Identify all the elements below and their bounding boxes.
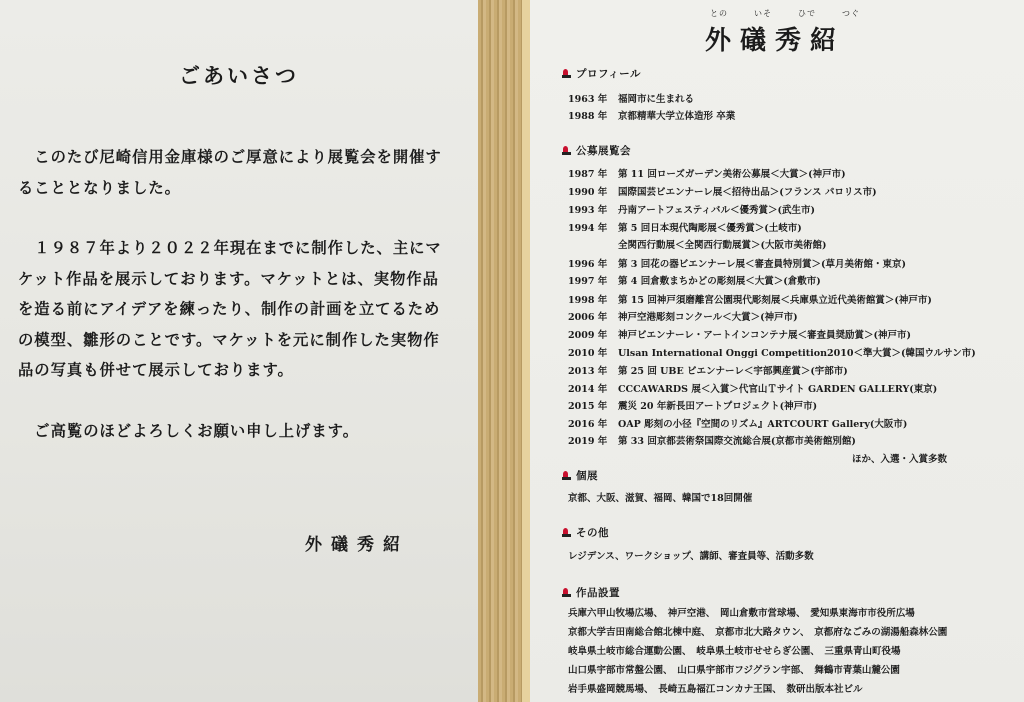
entry-text: 第 33 回京都芸術祭国際交流総合展(京都市美術館別館) (618, 436, 856, 447)
exhibition-row (568, 202, 815, 216)
exhibition-row (568, 273, 821, 287)
entry-text: 第 25 回 UBE ビエンナーレ＜宇部興産賞＞(宇部市) (618, 366, 848, 377)
year: 2019 年 (568, 436, 608, 447)
year: 2013 年 (568, 366, 608, 377)
exhibition-row (568, 220, 802, 234)
ruby-text: ひで (798, 9, 816, 18)
entry-text: 神戸ビエンナーレ・アートインコンテナ展＜審査員奨励賞＞(神戸市) (618, 330, 912, 341)
year: 1963 年 (568, 94, 608, 105)
profile-panel (530, 0, 1024, 702)
section-label: 作品設置 (576, 587, 620, 599)
entry-text: 震災 20 年新長田アートプロジェクト(神戸市) (618, 401, 818, 412)
exhibition-row (568, 381, 937, 395)
exhibition-row (568, 237, 827, 251)
entry-text: 第 3 回花の器ビエンナーレ展＜審査員特別賞＞(草月美術館・東京) (618, 259, 907, 270)
greeting-signature: 外礒秀紹 (305, 535, 409, 555)
year: 1994 年 (568, 223, 608, 234)
exhibition-row (568, 166, 846, 180)
ruby-text: との (710, 9, 728, 18)
artist-name: 外礒秀紹 (705, 26, 846, 56)
wood-divider (478, 0, 530, 702)
flame-bullet-icon (562, 588, 571, 597)
exhibition-note: ほか、入選・入賞多数 (852, 454, 948, 465)
exhibition-row (568, 363, 848, 377)
greeting-panel (0, 0, 478, 702)
entry-text: 第 5 回日本現代陶彫展＜優秀賞＞(土岐市) (618, 223, 802, 234)
exhibition-row (568, 433, 856, 447)
year: 1990 年 (568, 187, 608, 198)
year: 2010 年 (568, 348, 608, 359)
flame-bullet-icon (562, 528, 571, 537)
year: 1987 年 (568, 169, 608, 180)
exhibition-row (568, 327, 911, 341)
year: 1996 年 (568, 259, 608, 270)
entry-text: OAP 彫刻の小径『空間のリズム』ARTCOURT Gallery(大阪市) (618, 419, 908, 430)
solo-text: 京都、大阪、滋賀、福岡、韓国で18回開催 (568, 493, 753, 504)
entry-text: Ulsan International Onggi Competition2010＜準大賞＞(韓国ウルサン市) (618, 348, 976, 359)
section-profile (562, 66, 641, 81)
entry-text: 神戸空港彫刻コンクール＜大賞＞(神戸市) (618, 312, 798, 323)
section-exhibitions (562, 143, 631, 158)
flame-bullet-icon (562, 146, 571, 155)
entry-text: 福岡市に生まれる (618, 94, 695, 105)
flame-bullet-icon (562, 69, 571, 78)
other-text: レジデンス、ワークショップ、講師、審査員等、活動多数 (568, 551, 814, 562)
entry-text: 京都精華大学立体造形 卒業 (618, 111, 736, 122)
year: 2015 年 (568, 401, 608, 412)
exhibition-row (568, 256, 906, 270)
entry-text: 第 11 回ローズガーデン美術公募展＜大賞＞(神戸市) (618, 169, 846, 180)
section-solo (562, 468, 598, 483)
year: 2006 年 (568, 312, 608, 323)
greeting-paragraph: このたび尼崎信用金庫様のご厚意により展覧会を開催することとなりました。 (18, 148, 442, 197)
section-label: その他 (576, 527, 609, 539)
profile-row (568, 108, 735, 122)
installation-line: 山口県宇部市常盤公園、 山口県宇部市フジグラン宇部、 舞鶴市青葉山麓公園 (568, 665, 900, 676)
greeting-body (18, 142, 442, 446)
entry-text: 第 15 回神戸須磨離宮公園現代彫刻展＜兵庫県立近代美術館賞＞(神戸市) (618, 295, 932, 306)
year: 1998 年 (568, 295, 608, 306)
section-installations (562, 585, 620, 600)
greeting-paragraph: １９８７年より２０２２年現在までに制作した、主にマケット作品を展示しております。マケットとは、実物作品を造る前にアイデアを練ったり、制作の計画を立てるための模型、雛形のことです。マケットを元に制作した実物作品の写真も併せて展示しております。 (18, 239, 442, 379)
greeting-paragraph: ご高覧のほどよろしくお願い申し上げます。 (18, 421, 360, 440)
flame-bullet-icon (562, 471, 571, 480)
section-label: 個展 (576, 470, 598, 482)
year: 2009 年 (568, 330, 608, 341)
exhibition-row (568, 309, 798, 323)
greeting-title: ごあいさつ (179, 63, 299, 88)
year: 1988 年 (568, 111, 608, 122)
year: 1997 年 (568, 276, 608, 287)
name-ruby (710, 8, 860, 19)
exhibition-row (568, 416, 907, 430)
installation-line: 京都大学吉田南総合館北棟中庭、 京都市北大路タウン、 京都府なごみの湖湯船森林公園 (568, 627, 948, 638)
exhibition-row (568, 345, 976, 359)
exhibition-row (568, 398, 817, 412)
year: 1993 年 (568, 205, 608, 216)
section-label: プロフィール (576, 68, 641, 80)
entry-text: CCCAWARDS 展＜入賞＞代官山Ｔサイト GARDEN GALLERY(東京) (618, 384, 938, 395)
exhibition-row (568, 292, 932, 306)
installation-line: 岩手県盛岡競馬場、 長崎五島福江コンカナ王国、 数研出版本社ビル (568, 684, 863, 695)
profile-row (568, 91, 694, 105)
installation-line: 兵庫六甲山牧場広場、 神戸空港、 岡山倉敷市営球場、 愛知県東海市市役所広場 (568, 608, 915, 619)
exhibition-row (568, 184, 877, 198)
entry-text: 丹南アートフェスティバル＜優秀賞＞(武生市) (618, 205, 815, 216)
ruby-text: いそ (754, 9, 772, 18)
entry-text: 第 4 回倉敷まちかどの彫刻展＜大賞＞(倉敷市) (618, 276, 821, 287)
entry-text: 全関西行動展＜全関西行動展賞＞(大阪市美術館) (618, 240, 827, 251)
ruby-text: つぐ (842, 9, 860, 18)
section-other (562, 525, 609, 540)
year: 2016 年 (568, 419, 608, 430)
year (568, 237, 618, 251)
installation-line: 岐阜県土岐市総合運動公園、 岐阜県土岐市せせらぎ公園、 三重県青山町役場 (568, 646, 901, 657)
year: 2014 年 (568, 384, 608, 395)
entry-text: 国際国芸ビエンナーレ展＜招待出品＞(フランス パロリス市) (618, 187, 877, 198)
section-label: 公募展覧会 (576, 145, 631, 157)
